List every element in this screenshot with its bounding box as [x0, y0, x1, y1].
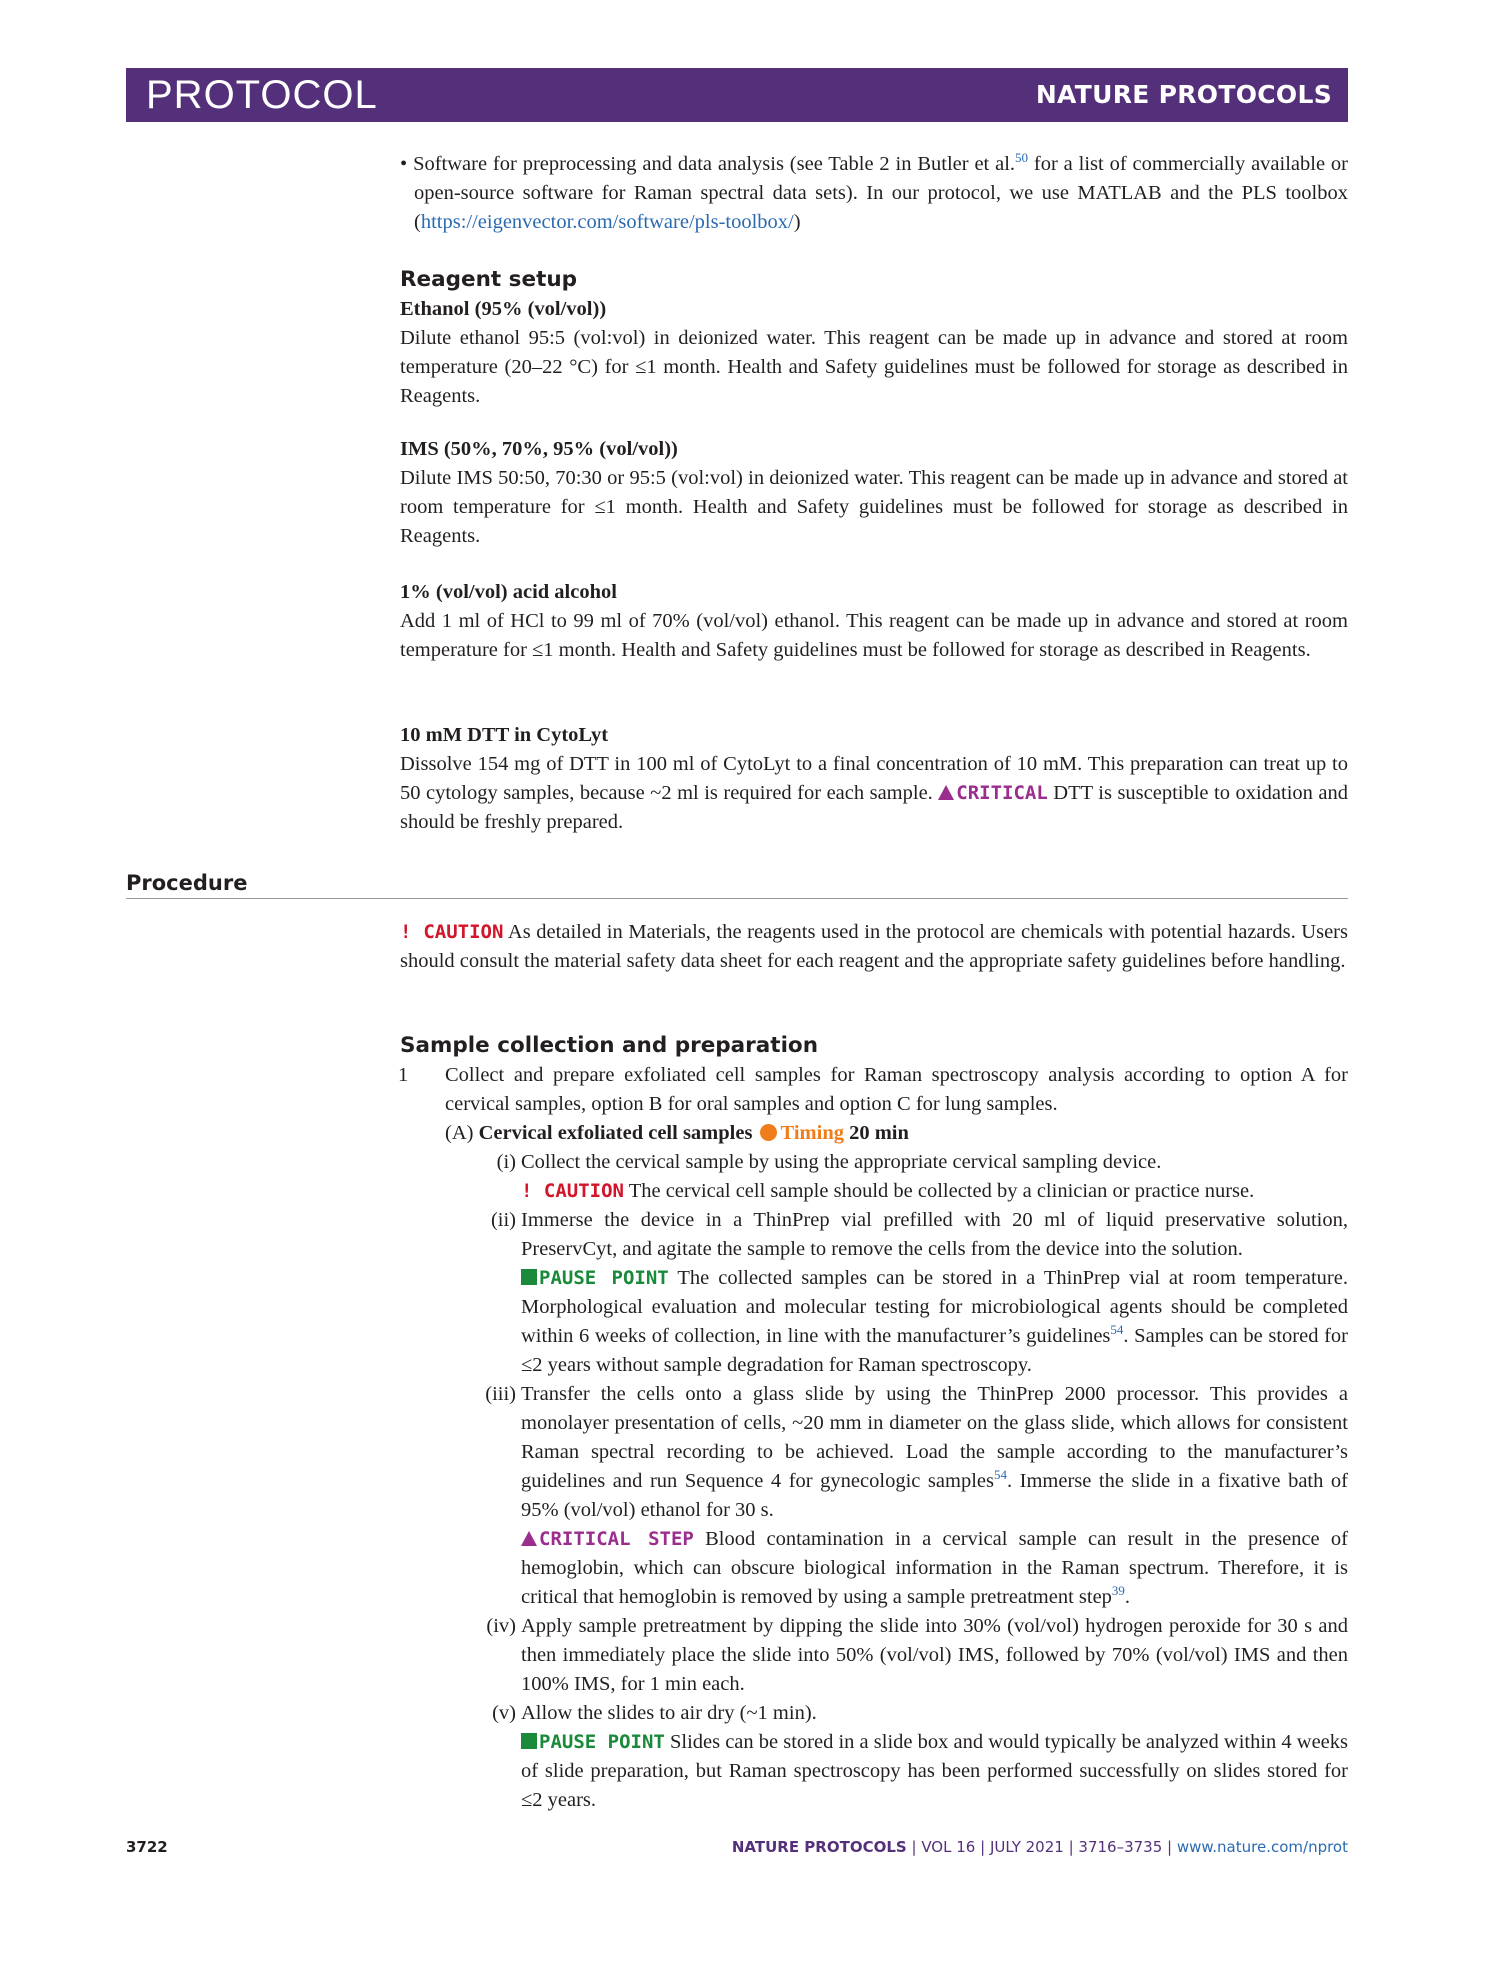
substep-v-text: Allow the slides to air dry (~1 min). [521, 1702, 817, 1724]
substep-iii-text-1: Transfer the cells onto a glass slide by using the ThinPrep 2000 processor. This provides a monolayer presentation of cells, ~20 mm in diameter on the glass slide, which allows for consistent Raman spectral recording to be achieved. Load the sample according to the manufacturer’s guidelines and run Sequence 4 for gynecologic samples [521, 1383, 1348, 1492]
critical-step-triangle-icon [521, 1531, 537, 1546]
pause-point-label: PAUSE POINT [539, 1267, 669, 1289]
reagent-text-dtt [400, 750, 1348, 837]
substep-iv-text: Apply sample pretreatment by dipping the slide into 30% (vol/vol) hydrogen peroxide for 30 s and then immediately place the slide into 50% (vol/vol) IMS, followed by 70% (vol/vol) IMS and then 100% IMS, for 1 min each. [521, 1615, 1348, 1695]
journal-name: NATURE PROTOCOLS [1035, 80, 1332, 109]
substep-number: (i) [496, 1151, 516, 1173]
dtt-text: Dissolve 154 mg of DTT in 100 ml of CytoLyt to a final concentration of 10 mM. This preparation can treat up to 50 cytology samples, because ~2 ml is required for each sample. [400, 753, 1348, 804]
reagent-acid-alcohol [400, 578, 1348, 665]
reagent-setup-heading: Reagent setup [400, 267, 578, 292]
step-number: 1 [398, 1064, 409, 1086]
footer-separator: | [1162, 1838, 1177, 1856]
bullet-text-3: ) [793, 211, 801, 233]
reagent-text-acid-alcohol: Add 1 ml of HCl to 99 ml of 70% (vol/vol) ethanol. This reagent can be made up in advance and stored at room temperature for ≤1 month. Health and Safety guidelines must be followed for storage as described in Reagents. [400, 610, 1348, 661]
article-type-label: PROTOCOL [146, 73, 378, 117]
reference-54[interactable]: 54 [993, 1467, 1007, 1483]
critical-step-label: CRITICAL STEP [539, 1528, 694, 1550]
substep-iv [400, 1612, 1348, 1699]
sample-collection-heading-wrap [400, 1031, 1348, 1061]
substep-number: (iii) [485, 1383, 516, 1405]
option-a-heading [445, 1119, 1348, 1148]
citation-line [732, 1832, 1348, 1862]
critical-triangle-icon [938, 785, 954, 800]
footer-pages: 3716–3735 [1078, 1838, 1163, 1856]
step-1-text: Collect and prepare exfoliated cell samples for Raman spectroscopy analysis according to option A for cervical samples, option B for oral samples and option C for lung samples. [445, 1064, 1348, 1115]
critical-text: DTT is susceptible to oxidation and should be freshly prepared. [400, 782, 1348, 833]
footer-separator: | [906, 1838, 922, 1856]
reference-50[interactable]: 50 [1015, 150, 1029, 166]
reagent-dtt [400, 721, 1348, 837]
software-bullet [400, 150, 1348, 237]
timing-value: 20 min [849, 1122, 909, 1144]
reagent-text-ethanol: Dilute ethanol 95:5 (vol:vol) in deionized water. This reagent can be made up in advance and stored at room temperature (20–22 °C) for ≤1 month. Health and Safety guidelines must be followed for storage as described in Reagents. [400, 327, 1348, 407]
substep-i [400, 1148, 1348, 1206]
pause-point-icon [521, 1269, 537, 1285]
sample-collection-heading: Sample collection and preparation [400, 1033, 819, 1058]
footer-separator: | [975, 1838, 990, 1856]
critical-step-end: . [1124, 1586, 1131, 1608]
option-a-label: (A) [445, 1122, 474, 1144]
critical-label: CRITICAL [956, 782, 1048, 804]
substep-i-caution-label: ! CAUTION [521, 1180, 624, 1202]
journal-header-bar [126, 68, 1348, 122]
substep-ii-pause-text-1: The collected samples can be stored in a ThinPrep vial at room temperature. Morphological evaluation and molecular testing for microbiological agents should be completed within 6 weeks of collection, in line with the manufacturer’s guidelines [521, 1267, 1348, 1347]
timing-clock-icon [760, 1124, 777, 1141]
substep-ii-pause-text-2: . Samples can be stored for ≤2 years without sample degradation for Raman spectroscopy. [521, 1325, 1348, 1376]
substep-v [400, 1699, 1348, 1815]
caution-label: ! CAUTION [400, 921, 504, 943]
pause-point-icon [521, 1733, 537, 1749]
substep-iii-text-2: . Immerse the slide in a fixative bath of 95% (vol/vol) ethanol for 30 s. [521, 1470, 1348, 1521]
footer-date: JULY 2021 [989, 1838, 1064, 1856]
footer-url-link[interactable]: www.nature.com/nprot [1176, 1838, 1348, 1856]
option-a-title: Cervical exfoliated cell samples [478, 1122, 753, 1144]
bullet-glyph: • [400, 153, 408, 175]
substep-ii-text: Immerse the device in a ThinPrep vial prefilled with 20 ml of liquid preservative solution, PreservCyt, and agitate the sample to remove the cells from the device into the solution. [521, 1209, 1348, 1260]
page-number: 3722 [126, 1838, 168, 1856]
footer-separator: | [1063, 1838, 1079, 1856]
reagent-title-ims: IMS (50%, 70%, 95% (vol/vol)) [400, 438, 678, 460]
timing-label: Timing [780, 1122, 844, 1144]
substep-iii [400, 1380, 1348, 1612]
reagent-ims [400, 435, 1348, 551]
substep-i-text: Collect the cervical sample by using the appropriate cervical sampling device. [521, 1151, 1162, 1173]
reagent-setup-section [400, 265, 1348, 411]
pause-point-label: PAUSE POINT [539, 1731, 665, 1753]
reagent-title-ethanol: Ethanol (95% (vol/vol)) [400, 298, 607, 320]
substep-i-caution-text: The cervical cell sample should be collected by a clinician or practice nurse. [623, 1180, 1255, 1202]
substep-number: (iv) [486, 1615, 516, 1637]
footer-volume: VOL 16 [921, 1838, 976, 1856]
pls-toolbox-link[interactable]: https://eigenvector.com/software/pls-toolbox/ [420, 211, 794, 233]
reagent-title-dtt: 10 mM DTT in CytoLyt [400, 724, 609, 746]
bullet-text-1: Software for preprocessing and data analysis (see Table 2 in Butler et al. [413, 153, 1016, 175]
critical-step-text: Blood contamination in a cervical sample can result in the presence of hemoglobin, which can obscure biological information in the Raman spectrum. Therefore, it is critical that hemoglobin is removed by using a sample pretreatment step [521, 1528, 1348, 1608]
step-1 [400, 1061, 1348, 1815]
procedure-section-heading [126, 868, 1348, 899]
procedure-heading: Procedure [126, 871, 248, 895]
reagent-text-ims: Dilute IMS 50:50, 70:30 or 95:5 (vol:vol) in deionized water. This reagent can be made up in advance and stored at room temperature for ≤1 month. Health and Safety guidelines must be followed for storage as described in Reagents. [400, 467, 1348, 547]
reagent-title-acid-alcohol: 1% (vol/vol) acid alcohol [400, 581, 617, 603]
substep-number: (v) [492, 1702, 516, 1724]
substep-ii [400, 1206, 1348, 1380]
procedure-caution [400, 918, 1348, 976]
page-footer [126, 1832, 1348, 1862]
footer-journal: NATURE PROTOCOLS [731, 1838, 907, 1856]
reference-39[interactable]: 39 [1111, 1583, 1125, 1599]
substep-number: (ii) [490, 1209, 516, 1231]
bullet-text-2: for a list of commercially available or open-source software for Raman spectral data sets). In our protocol, we use MATLAB and the PLS toolbox ( [414, 153, 1349, 233]
reference-54[interactable]: 54 [1110, 1322, 1124, 1338]
caution-text: As detailed in Materials, the reagents used in the protocol are chemicals with potential hazards. Users should consult the material safety data sheet for each reagent and the appropriate safety guidelines before handling. [400, 921, 1348, 972]
substep-v-pause-text: Slides can be stored in a slide box and would typically be analyzed within 4 weeks of slide preparation, but Raman spectroscopy has been performed successfully on slides stored for ≤2 years. [521, 1731, 1349, 1811]
